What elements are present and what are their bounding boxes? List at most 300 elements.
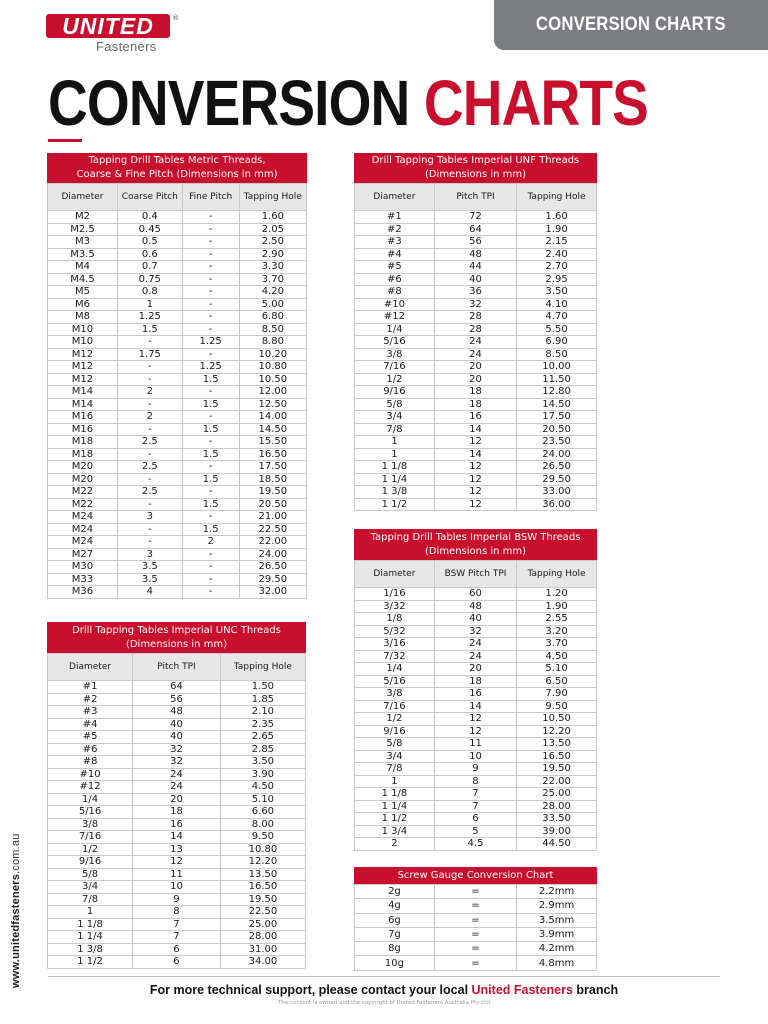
table-row <box>355 613 597 626</box>
table-cell: 4.5 <box>434 838 516 851</box>
table-cell: 6g <box>355 913 435 927</box>
table-cell: - <box>182 548 239 561</box>
unf-col-tapping-hole: Tapping Hole <box>517 184 597 211</box>
table-cell: #6 <box>48 743 133 756</box>
table-cell: 1.60 <box>239 211 306 224</box>
table-cell: 18 <box>434 675 516 688</box>
table-cell: 72 <box>434 211 516 224</box>
table-cell: 4.70 <box>517 311 597 324</box>
table-cell: M2.5 <box>48 223 118 236</box>
table-cell: 6 <box>133 956 221 969</box>
table-cell: 5/32 <box>355 625 435 638</box>
table-cell: 1/2 <box>355 373 435 386</box>
table-row <box>48 806 306 819</box>
table-row <box>355 298 597 311</box>
bsw-col-pitch-tpi: BSW Pitch TPI <box>434 561 516 588</box>
brand-logo <box>46 14 186 56</box>
table-cell: #12 <box>355 311 435 324</box>
table-row <box>48 548 307 561</box>
table-cell: - <box>117 448 182 461</box>
table-cell: 2.10 <box>220 706 305 719</box>
table-cell: 2.40 <box>517 248 597 261</box>
table-row <box>355 411 597 424</box>
table-cell: 12.00 <box>239 386 306 399</box>
table-cell: 24 <box>434 336 516 349</box>
table-cell: 3.5mm <box>517 913 597 927</box>
table-cell: 4 <box>117 586 182 599</box>
table-cell: - <box>117 398 182 411</box>
table-cell: M24 <box>48 536 118 549</box>
bsw-table-title: Tapping Drill Tables Imperial BSW Threads (Dimensions in mm) <box>354 529 597 560</box>
table-row <box>48 486 307 499</box>
table-cell: - <box>182 286 239 299</box>
table-cell: 7/16 <box>48 831 133 844</box>
table-cell: 1.25 <box>182 361 239 374</box>
table-row <box>48 386 307 399</box>
table-cell: - <box>182 436 239 449</box>
table-cell: 64 <box>434 223 516 236</box>
table-cell: 24 <box>434 638 516 651</box>
table-cell: M12 <box>48 348 118 361</box>
table-cell: 0.7 <box>117 261 182 274</box>
table-cell: #8 <box>355 286 435 299</box>
table-cell: 13 <box>133 843 221 856</box>
table-cell: = <box>434 885 516 899</box>
unc-table-grid <box>47 653 306 969</box>
table-cell: 1 1/2 <box>48 956 133 969</box>
table-cell: 48 <box>133 706 221 719</box>
table-cell: - <box>182 248 239 261</box>
table-cell: 26.50 <box>517 461 597 474</box>
table-cell: 20.50 <box>239 498 306 511</box>
table-cell: 2.50 <box>239 236 306 249</box>
table-row <box>48 586 307 599</box>
table-cell: 2.55 <box>517 613 597 626</box>
table-cell: 12 <box>434 473 516 486</box>
table-cell: 6.60 <box>220 806 305 819</box>
table-row <box>355 461 597 474</box>
screw-gauge-title: Screw Gauge Conversion Chart <box>354 867 597 884</box>
table-cell: 20 <box>434 373 516 386</box>
table-cell: 11 <box>434 738 516 751</box>
table-cell: - <box>117 336 182 349</box>
table-cell: - <box>117 498 182 511</box>
table-cell: 12.20 <box>517 725 597 738</box>
table-cell: 3.50 <box>220 756 305 769</box>
screw-gauge-grid <box>354 884 597 971</box>
footer-brand-highlight: United Fasteners <box>471 983 573 997</box>
table-cell: - <box>182 586 239 599</box>
table-cell: 10.20 <box>239 348 306 361</box>
table-cell: 1.20 <box>517 588 597 601</box>
table-row <box>48 793 306 806</box>
table-cell: 1.25 <box>117 311 182 324</box>
table-cell: M10 <box>48 323 118 336</box>
table-row <box>48 511 307 524</box>
table-cell: M27 <box>48 548 118 561</box>
table-cell: 6 <box>434 813 516 826</box>
table-cell: 20 <box>434 361 516 374</box>
table-cell: 14 <box>434 423 516 436</box>
table-row <box>48 743 306 756</box>
table-cell: 4.20 <box>239 286 306 299</box>
table-cell: 13.50 <box>517 738 597 751</box>
table-cell: 7/16 <box>355 700 435 713</box>
table-cell: M3 <box>48 236 118 249</box>
table-cell: 3/32 <box>355 600 435 613</box>
table-cell: 1 1/2 <box>355 813 435 826</box>
table-cell: 4.50 <box>517 650 597 663</box>
table-cell: #12 <box>48 781 133 794</box>
table-row <box>355 498 597 511</box>
table-cell: 17.50 <box>239 461 306 474</box>
table-cell: 7 <box>434 800 516 813</box>
table-cell: 0.8 <box>117 286 182 299</box>
table-cell: 3.5 <box>117 561 182 574</box>
table-cell: 1/2 <box>355 713 435 726</box>
table-cell: M4.5 <box>48 273 118 286</box>
table-cell: 2 <box>117 386 182 399</box>
table-cell: 1 3/8 <box>48 943 133 956</box>
table-row <box>355 398 597 411</box>
table-cell: 56 <box>133 693 221 706</box>
table-cell: 4.8mm <box>517 956 597 970</box>
table-cell: - <box>117 473 182 486</box>
table-row <box>48 211 307 224</box>
table-cell: 2.05 <box>239 223 306 236</box>
header-tab <box>494 0 768 50</box>
table-cell: 9/16 <box>355 386 435 399</box>
table-row <box>48 856 306 869</box>
table-cell: 12 <box>434 486 516 499</box>
table-cell: 2.95 <box>517 273 597 286</box>
bsw-threads-table <box>354 529 597 851</box>
table-cell: 12 <box>434 498 516 511</box>
table-cell: 34.00 <box>220 956 305 969</box>
table-cell: 8g <box>355 942 435 956</box>
table-cell: 40 <box>133 731 221 744</box>
table-cell: 23.50 <box>517 436 597 449</box>
table-cell: 12.50 <box>239 398 306 411</box>
table-cell: M5 <box>48 286 118 299</box>
table-cell: 24 <box>133 768 221 781</box>
table-cell: 17.50 <box>517 411 597 424</box>
table-row <box>355 663 597 676</box>
table-cell: - <box>182 561 239 574</box>
table-cell: 10 <box>434 750 516 763</box>
table-row <box>48 498 307 511</box>
table-row <box>48 398 307 411</box>
table-row <box>355 738 597 751</box>
table-row <box>48 956 306 969</box>
table-cell: 7/8 <box>48 893 133 906</box>
table-cell: 48 <box>434 248 516 261</box>
table-cell: 3/4 <box>48 881 133 894</box>
table-cell: 44 <box>434 261 516 274</box>
table-row <box>48 731 306 744</box>
table-cell: M2 <box>48 211 118 224</box>
table-cell: M12 <box>48 361 118 374</box>
unf-threads-table <box>354 153 597 511</box>
unc-threads-table <box>47 622 306 969</box>
table-cell: 2 <box>117 411 182 424</box>
table-cell: 12 <box>434 713 516 726</box>
table-cell: 33.00 <box>517 486 597 499</box>
table-cell: 5/16 <box>48 806 133 819</box>
table-row <box>355 600 597 613</box>
table-cell: - <box>182 223 239 236</box>
table-cell: 16.50 <box>239 448 306 461</box>
table-row <box>48 681 306 694</box>
table-row <box>355 800 597 813</box>
table-cell: - <box>182 311 239 324</box>
bsw-col-diameter: Diameter <box>355 561 435 588</box>
table-cell: 10 <box>133 881 221 894</box>
table-row <box>355 913 597 927</box>
table-cell: 1.90 <box>517 223 597 236</box>
copyright-notice: The content is owned and the copyright of United Fasteners Australia Pty Ltd <box>278 1000 490 1006</box>
table-cell: 5/8 <box>355 738 435 751</box>
table-cell: 21.00 <box>239 511 306 524</box>
table-cell: #10 <box>355 298 435 311</box>
table-cell: 3/8 <box>355 688 435 701</box>
table-cell: = <box>434 942 516 956</box>
table-row <box>355 688 597 701</box>
table-cell: 40 <box>434 273 516 286</box>
table-cell: 1.75 <box>117 348 182 361</box>
table-row <box>355 448 597 461</box>
table-cell: 1.5 <box>182 398 239 411</box>
table-row <box>48 323 307 336</box>
table-cell: #8 <box>48 756 133 769</box>
table-cell: 64 <box>133 681 221 694</box>
table-cell: 5/16 <box>355 336 435 349</box>
table-cell: #1 <box>355 211 435 224</box>
table-cell: - <box>182 511 239 524</box>
table-cell: - <box>182 211 239 224</box>
table-cell: #3 <box>355 236 435 249</box>
table-row <box>48 706 306 719</box>
table-row <box>355 885 597 899</box>
table-row <box>355 588 597 601</box>
table-cell: 3.70 <box>517 638 597 651</box>
table-cell: 16 <box>133 818 221 831</box>
table-cell: #4 <box>355 248 435 261</box>
table-cell: 1 1/4 <box>355 800 435 813</box>
table-cell: #5 <box>48 731 133 744</box>
table-cell: 10.80 <box>239 361 306 374</box>
table-cell: #6 <box>355 273 435 286</box>
table-cell: M24 <box>48 523 118 536</box>
unf-table-body <box>355 211 597 511</box>
table-row <box>48 436 307 449</box>
table-cell: 7/8 <box>355 763 435 776</box>
table-cell: 22.50 <box>239 523 306 536</box>
table-cell: 1/4 <box>48 793 133 806</box>
table-cell: 0.75 <box>117 273 182 286</box>
table-cell: 2.9mm <box>517 899 597 913</box>
table-cell: 1 3/4 <box>355 825 435 838</box>
table-cell: - <box>182 486 239 499</box>
table-cell: 3/8 <box>48 818 133 831</box>
table-row <box>355 286 597 299</box>
table-row <box>48 261 307 274</box>
table-cell: 9 <box>434 763 516 776</box>
table-row <box>48 881 306 894</box>
table-cell: 7/32 <box>355 650 435 663</box>
table-cell: - <box>182 573 239 586</box>
table-row <box>48 423 307 436</box>
table-cell: 5.00 <box>239 298 306 311</box>
table-cell: 1.5 <box>182 373 239 386</box>
screw-gauge-table <box>354 867 597 971</box>
table-cell: 3.5 <box>117 573 182 586</box>
table-cell: 1 1/4 <box>48 931 133 944</box>
metric-threads-table <box>47 153 307 599</box>
table-cell: 4g <box>355 899 435 913</box>
table-cell: 24 <box>434 348 516 361</box>
header-tab-label: CONVERSION CHARTS <box>536 14 726 35</box>
table-cell: 10.50 <box>239 373 306 386</box>
table-cell: 10.00 <box>517 361 597 374</box>
table-cell: 36.00 <box>517 498 597 511</box>
table-cell: 1 <box>48 906 133 919</box>
table-cell: 1/2 <box>48 843 133 856</box>
table-cell: 1 <box>355 775 435 788</box>
page-title <box>48 68 648 138</box>
table-row <box>48 348 307 361</box>
table-row <box>355 211 597 224</box>
table-cell: 3/16 <box>355 638 435 651</box>
table-cell: 9 <box>133 893 221 906</box>
table-cell: 31.00 <box>220 943 305 956</box>
table-row <box>48 868 306 881</box>
table-cell: 1 1/2 <box>355 498 435 511</box>
table-cell: 2.70 <box>517 261 597 274</box>
table-cell: - <box>182 323 239 336</box>
table-cell: 6.80 <box>239 311 306 324</box>
table-cell: 1 1/8 <box>355 461 435 474</box>
table-row <box>355 486 597 499</box>
page-title-word-1: CONVERSION <box>48 67 410 139</box>
table-cell: 19.50 <box>239 486 306 499</box>
table-cell: 28.00 <box>517 800 597 813</box>
table-cell: 7 <box>434 788 516 801</box>
table-cell: 0.6 <box>117 248 182 261</box>
table-row <box>355 899 597 913</box>
table-cell: M22 <box>48 498 118 511</box>
table-cell: M12 <box>48 373 118 386</box>
table-row <box>48 781 306 794</box>
table-row <box>48 561 307 574</box>
table-cell: 1/4 <box>355 323 435 336</box>
table-cell: 1.90 <box>517 600 597 613</box>
table-row <box>355 386 597 399</box>
footer-support-text: For more technical support, please contact your local United Fasteners branch <box>149 983 619 997</box>
table-row <box>48 361 307 374</box>
table-cell: 44.50 <box>517 838 597 851</box>
table-cell: 32 <box>434 625 516 638</box>
table-row <box>48 818 306 831</box>
table-cell: = <box>434 927 516 941</box>
table-cell: - <box>182 298 239 311</box>
table-cell: 10.80 <box>220 843 305 856</box>
table-cell: - <box>117 361 182 374</box>
table-cell: 2g <box>355 885 435 899</box>
table-cell: 9/16 <box>355 725 435 738</box>
table-cell: 3.30 <box>239 261 306 274</box>
table-row <box>355 348 597 361</box>
table-cell: M10 <box>48 336 118 349</box>
table-cell: = <box>434 913 516 927</box>
metric-col-fine-pitch: Fine Pitch <box>182 184 239 211</box>
table-cell: 0.4 <box>117 211 182 224</box>
table-cell: 16 <box>434 411 516 424</box>
table-cell: 28 <box>434 311 516 324</box>
table-cell: 3/8 <box>355 348 435 361</box>
table-cell: 3/4 <box>355 411 435 424</box>
table-row <box>355 813 597 826</box>
table-row <box>48 918 306 931</box>
table-row <box>48 273 307 286</box>
table-cell: M6 <box>48 298 118 311</box>
page-title-word-2: CHARTS <box>423 67 649 139</box>
table-cell: 20 <box>434 663 516 676</box>
table-cell: 5/8 <box>355 398 435 411</box>
table-cell: 32.00 <box>239 586 306 599</box>
table-row <box>355 236 597 249</box>
table-cell: 3.9mm <box>517 927 597 941</box>
table-cell: 14 <box>434 700 516 713</box>
table-cell: = <box>434 899 516 913</box>
table-row <box>48 756 306 769</box>
table-cell: 5.10 <box>517 663 597 676</box>
table-row <box>355 838 597 851</box>
table-cell: - <box>182 348 239 361</box>
table-cell: 18 <box>133 806 221 819</box>
table-cell: #2 <box>355 223 435 236</box>
table-cell: 2 <box>182 536 239 549</box>
table-row <box>355 956 597 970</box>
table-cell: 18 <box>434 398 516 411</box>
table-row <box>355 248 597 261</box>
table-cell: 1.5 <box>182 523 239 536</box>
table-cell: #10 <box>48 768 133 781</box>
table-cell: 32 <box>133 756 221 769</box>
table-cell: 12 <box>434 436 516 449</box>
table-cell: 29.50 <box>517 473 597 486</box>
table-cell: 20.50 <box>517 423 597 436</box>
table-row <box>355 436 597 449</box>
table-cell: 2 <box>355 838 435 851</box>
metric-col-diameter: Diameter <box>48 184 118 211</box>
table-row <box>48 336 307 349</box>
table-row <box>355 775 597 788</box>
table-cell: 15.50 <box>239 436 306 449</box>
table-cell: 1.25 <box>182 336 239 349</box>
table-cell: 1 1/8 <box>48 918 133 931</box>
unf-table-grid <box>354 183 597 511</box>
table-row <box>355 311 597 324</box>
table-cell: 7g <box>355 927 435 941</box>
table-cell: 6 <box>133 943 221 956</box>
table-cell: 9.50 <box>220 831 305 844</box>
table-cell: 19.50 <box>220 893 305 906</box>
table-cell: 2.2mm <box>517 885 597 899</box>
table-cell: 7 <box>133 918 221 931</box>
table-row <box>355 273 597 286</box>
table-row <box>48 893 306 906</box>
